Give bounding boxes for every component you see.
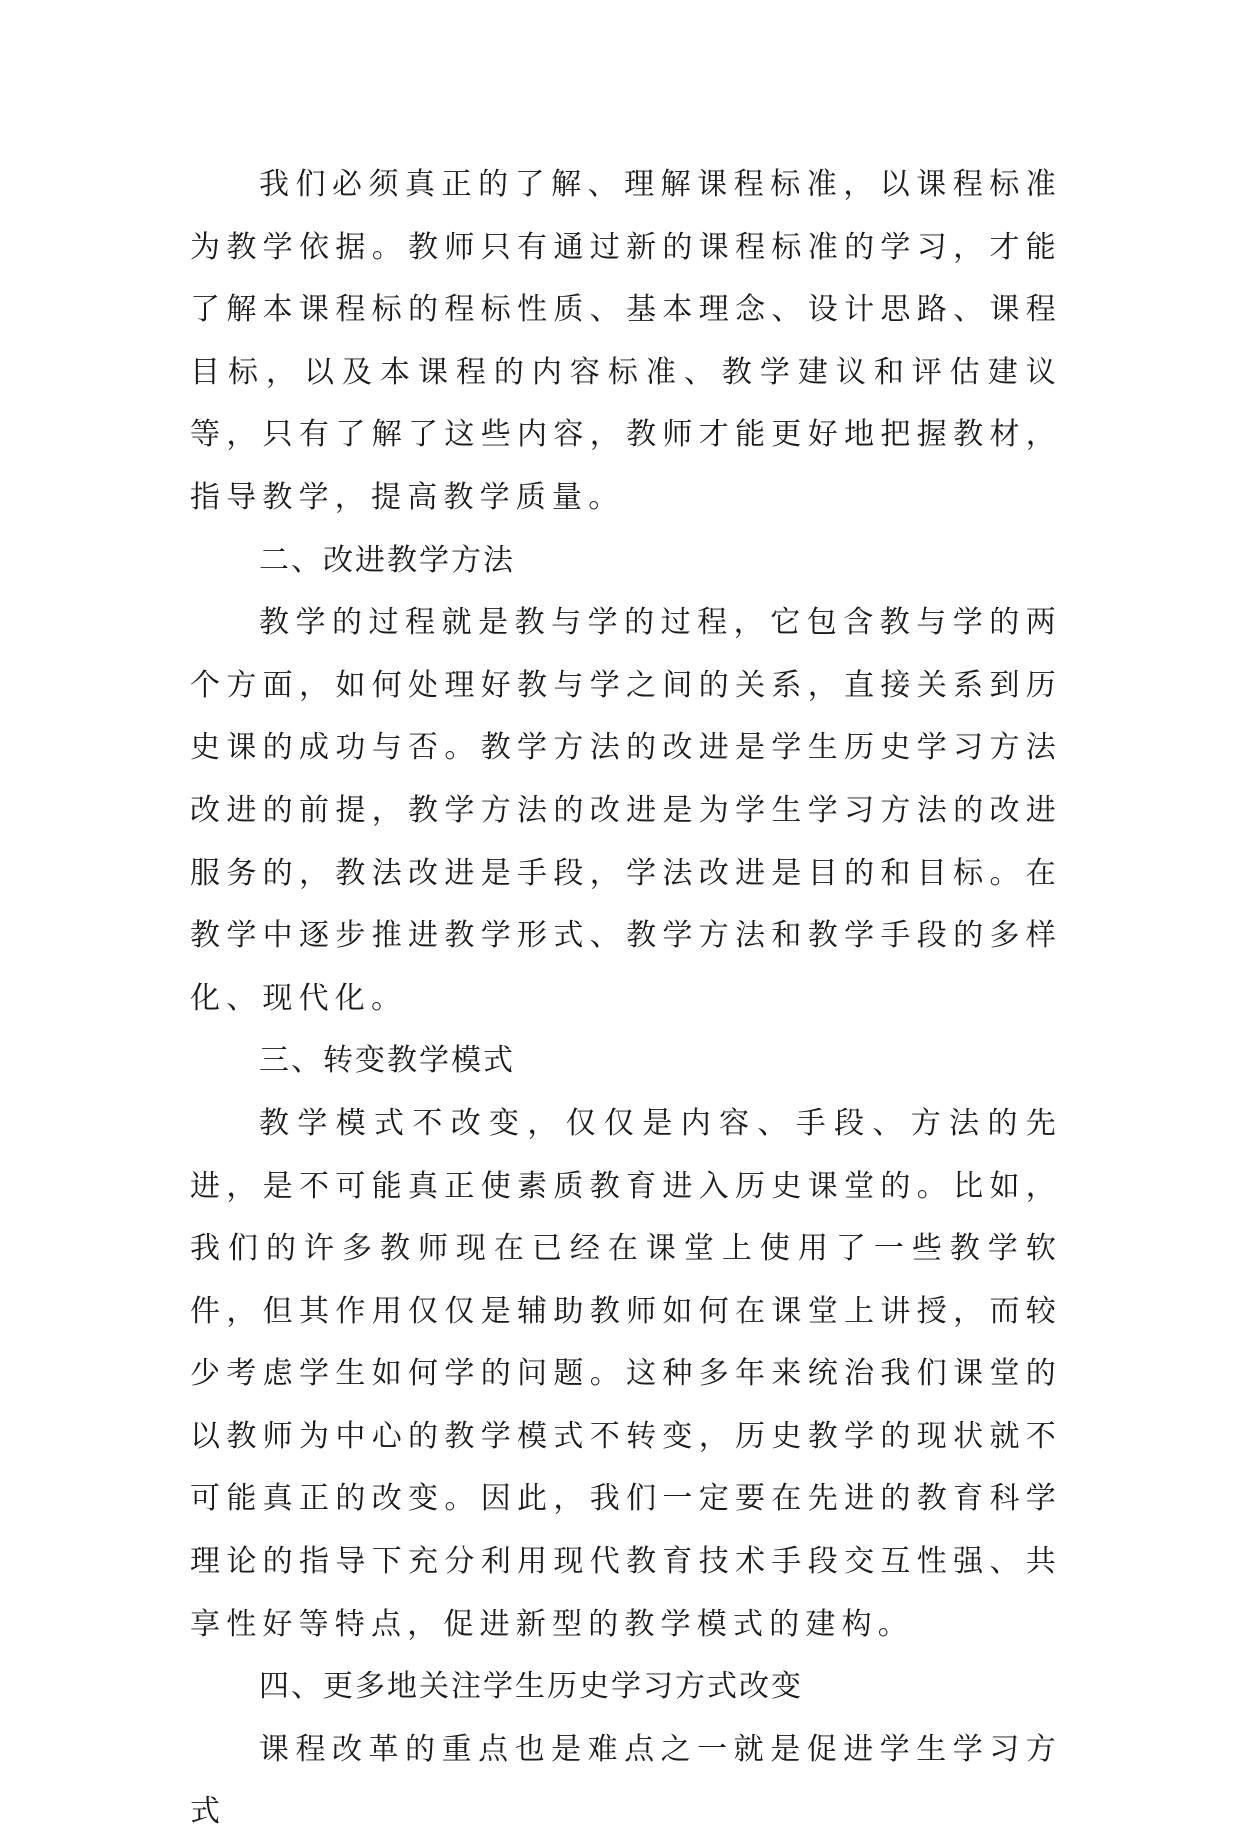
paragraph-curriculum-standards: 我们必须真正的了解、理解课程标准，以课程标准为教学依据。教师只有通过新的课程标准的学习，才能了解本课程标的程标性质、基本理念、设计思路、课程目标，以及本课程的内容标准、教学建议和评估建议等，只有了解了这些内容，教师才能更好地把握教材，指导教学，提高教学质量。 — [190, 167, 1062, 515]
paragraph-learning-style: 课程改革的重点也是难点之一就是促进学生学习方式 — [190, 1731, 1062, 1830]
paragraph-teaching-mode: 教学模式不改变，仅仅是内容、手段、方法的先进，是不可能真正使素质教育进入历史课堂的。比如，我们的许多教师现在已经在课堂上使用了一些教学软件，但其作用仅仅是辅助教师如何在课堂上讲授，而较少考虑学生如何学的问题。这种多年来统治我们课堂的以教师为中心的教学模式不转变，历史教学的现状就不可能真正的改变。因此，我们一定要在先进的教育科学理论的指导下充分利用现代教育技术手段交互性强、共享性好等特点，促进新型的教学模式的建构。 — [190, 1105, 1062, 1642]
heading-change-teaching-mode: 三、转变教学模式 — [259, 1043, 515, 1079]
paragraph-teaching-methods: 教学的过程就是教与学的过程，它包含教与学的两个方面，如何处理好教与学之间的关系，直接关系到历史课的成功与否。教学方法的改进是学生历史学习方法改进的前提，教学方法的改进是为学生学习方法的改进服务的，教法改进是手段，学法改进是目的和目标。在教学中逐步推进教学形式、教学方法和教学手段的多样化、现代化。 — [190, 605, 1062, 1016]
heading-improve-teaching-methods: 二、改进教学方法 — [259, 542, 515, 578]
document-page — [190, 154, 1062, 1844]
heading-learning-style: 四、更多地关注学生历史学习方式改变 — [259, 1669, 803, 1705]
